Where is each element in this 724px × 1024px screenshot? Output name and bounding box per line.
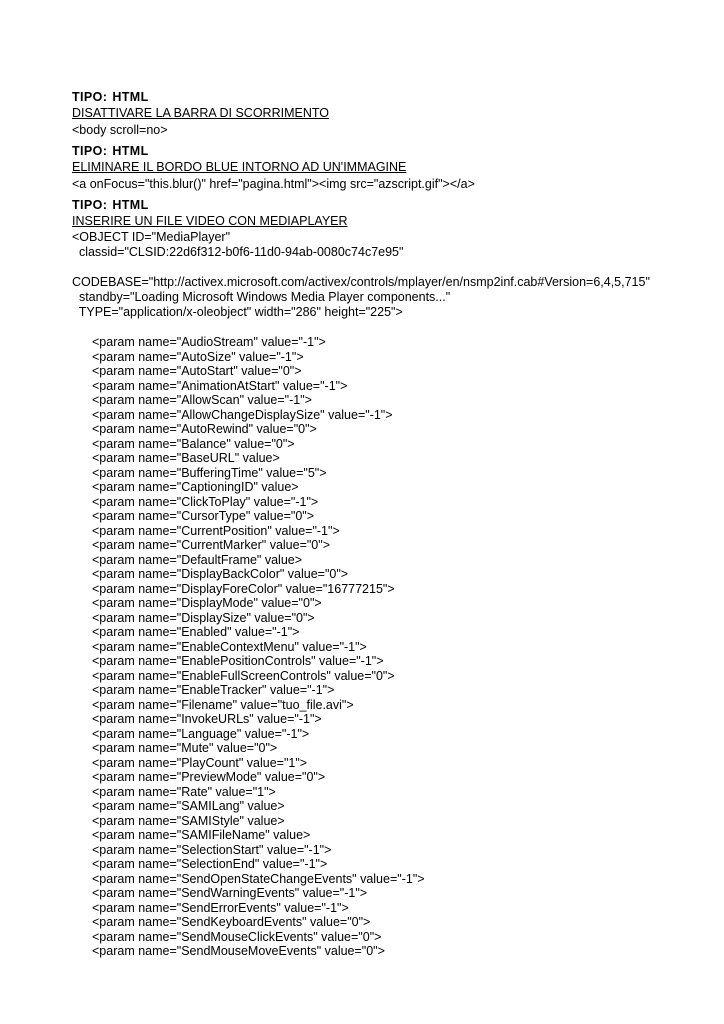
param-line: <param name="Balance" value="0">: [92, 436, 295, 451]
object-codebase: CODEBASE="http://activex.microsoft.com/activex/controls/mplayer/en/nsmp2inf.cab#Version=6,4,5,715": [72, 275, 650, 289]
param-line: <param name="AllowScan" value="-1">: [92, 393, 312, 407]
tip-heading: DISATTIVARE LA BARRA DI SCORRIMENTO: [72, 106, 329, 120]
code-snippet: <a onFocus="this.blur()" href="pagina.html"><img src="azscript.gif"></a>: [72, 177, 475, 191]
tip-heading: INSERIRE UN FILE VIDEO CON MEDIAPLAYER: [72, 214, 348, 228]
param-line: <param name="Mute" value="0">: [92, 741, 278, 755]
blank-line: [72, 260, 672, 275]
document-page: [72, 88, 672, 963]
tipo-label: TIPO:: [72, 198, 108, 212]
tipo-line: [72, 143, 672, 159]
param-line: <param name="SelectionEnd" value="-1">: [92, 857, 328, 871]
param-line: <param name="SendMouseClickEvents" value="0">: [92, 929, 382, 944]
param-line: <param name="BufferingTime" value="5">: [92, 465, 327, 480]
object-classid: classid="CLSID:22d6f312-b0f6-11d0-94ab-0080c74c7e95": [72, 245, 404, 259]
param-line: <param name="DisplayForeColor" value="16777215">: [92, 581, 395, 596]
param-line: <param name="DisplayBackColor" value="0">: [92, 567, 349, 581]
param-line: <param name="AudioStream" value="-1">: [92, 335, 326, 349]
param-line: <param name="CurrentMarker" value="0">: [92, 538, 331, 552]
object-type: TYPE="application/x-oleobject" width="286" height="225">: [72, 305, 403, 319]
tip-section-mediaplayer: [72, 197, 672, 959]
param-line: <param name="BaseURL" value>: [92, 451, 280, 465]
param-line: <param name="Filename" value="tuo_file.avi">: [92, 697, 354, 712]
param-line: <param name="PreviewMode" value="0">: [92, 770, 326, 784]
tipo-label: TIPO:: [72, 90, 108, 104]
param-line: <param name="AutoStart" value="0">: [92, 364, 302, 378]
param-line: <param name="Rate" value="1">: [92, 784, 276, 799]
blank-line: [72, 320, 672, 335]
param-line: <param name="CaptioningID" value>: [92, 480, 299, 494]
param-line: <param name="EnableContextMenu" value="-1">: [92, 639, 367, 654]
param-line: <param name="SendOpenStateChangeEvents" value="-1">: [92, 871, 425, 886]
tipo-value: HTML: [112, 144, 149, 158]
param-line: <param name="EnableFullScreenControls" value="0">: [92, 668, 395, 683]
tip-section-scrollbar: [72, 89, 672, 139]
param-line: <param name="DisplaySize" value="0">: [92, 610, 315, 625]
param-line: <param name="EnablePositionControls" value="-1">: [92, 654, 384, 668]
param-line: <param name="DefaultFrame" value>: [92, 552, 303, 567]
tipo-value: HTML: [112, 198, 149, 212]
tip-section-image-border: [72, 143, 672, 193]
param-line: <param name="EnableTracker" value="-1">: [92, 683, 335, 697]
tipo-label: TIPO:: [72, 144, 108, 158]
param-line: <param name="AllowChangeDisplaySize" value="-1">: [92, 407, 393, 422]
param-line: <param name="SendKeyboardEvents" value="0">: [92, 915, 371, 929]
tipo-value: HTML: [112, 90, 149, 104]
object-standby: standby="Loading Microsoft Windows Media Player components...": [72, 290, 451, 304]
param-line: <param name="SendErrorEvents" value="-1">: [92, 900, 349, 915]
tip-heading: ELIMINARE IL BORDO BLUE INTORNO AD UN'IMMAGINE: [72, 160, 407, 174]
tipo-line: [72, 89, 672, 105]
param-line: <param name="Language" value="-1">: [92, 726, 310, 741]
param-line: <param name="DisplayMode" value="0">: [92, 596, 322, 610]
param-list: [92, 335, 672, 959]
param-line: <param name="CursorType" value="0">: [92, 509, 315, 523]
code-snippet: <body scroll=no>: [72, 123, 168, 137]
param-line: <param name="AnimationAtStart" value="-1">: [92, 378, 348, 393]
param-line: <param name="SelectionStart" value="-1">: [92, 842, 332, 857]
param-line: <param name="SAMIFileName" value>: [92, 828, 311, 842]
param-line: <param name="SAMILang" value>: [92, 799, 285, 813]
object-tag-open: <OBJECT ID="MediaPlayer": [72, 230, 231, 244]
param-line: <param name="SendWarningEvents" value="-1">: [92, 886, 368, 900]
param-line: <param name="PlayCount" value="1">: [92, 755, 308, 770]
param-line: <param name="AutoRewind" value="0">: [92, 422, 317, 436]
param-line: <param name="AutoSize" value="-1">: [92, 349, 304, 364]
tipo-line: [72, 197, 672, 213]
param-line: <param name="SendMouseMoveEvents" value="0">: [92, 944, 385, 958]
param-line: <param name="Enabled" value="-1">: [92, 625, 300, 639]
param-line: <param name="CurrentPosition" value="-1">: [92, 523, 340, 538]
param-line: <param name="InvokeURLs" value="-1">: [92, 712, 322, 726]
param-line: <param name="ClickToPlay" value="-1">: [92, 494, 319, 509]
param-line: <param name="SAMIStyle" value>: [92, 813, 285, 828]
